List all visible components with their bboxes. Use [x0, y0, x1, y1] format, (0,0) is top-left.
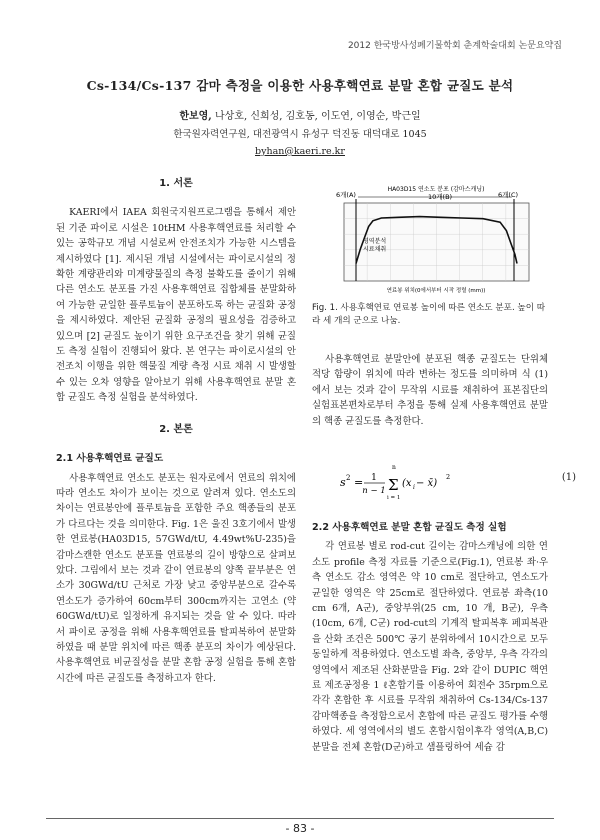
page-number: - 83 - — [285, 822, 315, 835]
eq-lhs: s — [340, 476, 346, 489]
label-group-c: 6개(C) — [498, 191, 519, 199]
eq-term: (x — [402, 478, 412, 489]
right-column-lower — [312, 514, 548, 755]
equation-number: (1) — [561, 472, 576, 483]
figure-1-caption: Fig. 1. 사용후핵연료 연료봉 높이에 따른 연소도 분포. 높이 따라 세 개의 군으로 나눔. — [312, 303, 546, 326]
author-email: byhan@kaeri.re.kr — [255, 146, 345, 157]
subsection-heading-2-1: 2.1 사용후핵연료 균질도 — [56, 453, 164, 465]
eq-minus-xbar: − x̄) — [416, 478, 438, 489]
introduction-paragraph: KAERI에서 IAEA 회원국지원프로그램을 통해서 제안된 기준 파이로 시설은 10tHM 사용후핵연료를 처리할 수 있는 공학규모 개념 시설로써 안전조치가 가능한 시스템을 제시하였다 [1]. 제시된 개념 시설에서는 파이로시설의 정확한 계량관리와 미계량물질의 측정 불확도를 줄이기 위해 다른 연소도 분포를 가진 사용후핵연료 집합체를 분말화하여 가능한 균일한 플루토늄이 분포하도록 하는 균질화 공정을 제시하였다. 제안된 균질화 공정의 필요성을 검증하고 있으며 [2] 균질도 높이기 위한 요구조건을 찾기 위해 균질도 측정 실험이 진행되어 왔다. 본 연구는 파이로시설의 안전조치 이행을 위한 핵물질 계량 측정 시료 채취 시 발생할 수 있는 오차 영향을 알아보기 위해 사용후핵연료 분말 혼합 균질도 측정 실험을 분석하였다. — [56, 207, 296, 404]
annotation-line-2: 시료채취 — [363, 246, 387, 253]
x-axis-label: 연료봉 위치(0에서부터 시작 정렬 (mm)) — [386, 288, 486, 294]
eq-equals: = — [354, 476, 364, 489]
figure-title: HA03D15 연소도 분포 (감마스캐닝) — [387, 186, 485, 193]
eq-sum-top: n — [392, 464, 396, 471]
equation-1 — [312, 460, 548, 502]
annotation-line-1: 영역분석 — [363, 238, 387, 245]
lead-author: 한보영, — [179, 111, 212, 122]
eq-sum-bottom: i = 1 — [387, 495, 401, 501]
section-heading-introduction: 1. 서론 — [159, 178, 193, 189]
eq-sigma: Σ — [388, 476, 399, 494]
right-column-upper — [312, 352, 548, 429]
author-list — [0, 107, 600, 122]
equation-svg — [312, 460, 548, 502]
subsection-2-1-paragraph: 사용후핵연료 연소도 분포는 원자로에서 연료의 위치에 따라 연소도 차이가 보이는 것으로 알려져 있다. 연소도의 차이는 연료봉안에 플루토늄을 포함한 주요 핵종들의 분포가 다르다는 것을 의미한다. Fig. 1은 울진 3호기에서 발생한 연료봉(HA03D15, 57GWd/tU, 4.49wt%U-235)을 감마스캔한 연소도 분포를 연료봉의 길이 방향으로 살펴보았다. 그림에서 보는 것과 같이 연료봉의 양쪽 끝부분은 연소가 30GWd/tU 근처로 가장 낮고 중앙부분으로 갈수록 연소도가 증가하여 60cm부터 300cm까지는 고연소 (약 60GWd/tU)로 일정하게 유지되는 것을 알 수 있다. 따라서 파이로 공정을 위해 사용후핵연료를 탈피복하여 분말화 하였을 때 분말 위치에 따른 핵종 분포의 차이가 예상된다. 사용후핵연료 비균질성을 분말 혼합 공정 실험을 통해 혼합시간에 따른 균질도를 측정하고자 한다. — [56, 472, 296, 684]
homogeneity-paragraph: 사용후핵연료 분말안에 분포된 핵종 균질도는 단위체적당 함량이 위치에 따라 변하는 정도를 의미하며 식 (1)에서 보는 것과 같이 무작위 시료를 채취하여 표본집단의 실험표본편차로부터 추정을 통해 실제 사용후핵연료 분말의 핵종 균질도를 측정한다. — [312, 354, 548, 427]
eq-frac-den: n − 1 — [362, 486, 386, 496]
co-authors: 나상호, 신희성, 김호동, 이도연, 이영순, 박근일 — [211, 111, 421, 122]
burnup-chart — [318, 183, 544, 296]
label-group-b: 10개(B) — [428, 193, 453, 201]
left-column — [56, 170, 296, 686]
eq-frac-num: 1 — [371, 473, 377, 483]
footer-divider — [46, 818, 554, 819]
paper-title: Cs-134/Cs-137 감마 측정을 이용한 사용후핵연료 분말 혼합 균질도 분석 — [86, 78, 514, 93]
eq-term-exp: 2 — [446, 473, 451, 481]
section-heading-body: 2. 본론 — [159, 423, 193, 435]
figure-1 — [318, 183, 544, 296]
eq-lhs-exp: 2 — [346, 474, 351, 482]
label-group-a: 6개(A) — [336, 191, 356, 199]
affiliation: 한국원자력연구원, 대전광역시 유성구 덕진동 대덕대로 1045 — [173, 129, 427, 140]
header-note: 2012 한국방사성폐기물학회 춘계학술대회 논문요약집 — [347, 41, 562, 51]
subsection-heading-2-2: 2.2 사용후핵연료 분말 혼합 균질도 측정 실험 — [312, 522, 507, 533]
eq-sub-i: i — [413, 484, 415, 491]
subsection-2-2-paragraph: 각 연료봉 별로 rod-cut 길이는 감마스캐닝에 의한 연소도 profile 측정 자료를 기준으로(Fig.1), 연료봉 좌·우측 연소도 감소 영역은 약 10 cm로 절단하고, 연소도가 균일한 영역은 약 25cm로 절단하였다. 연료봉 좌측(10 cm 6개, A군), 중앙부위(25 cm, 10 개, B군), 우측 (10cm, 6개, C군) rod-cut의 기계적 탈피복후 페피복관을 산화 조건은 500℃ 공기 분위하에서 10시간으로 모두 동일하게 적용하였다. 연소도별 좌측, 중앙부, 우측 각각의 영역에서 제조된 산화분말을 Fig. 2와 같이 DUPIC 핵연료 제조공정용 1 ℓ혼합기를 이용하여 회전수 35rpm으로 각각 혼합한 후 시료를 무작위 채취하여 Cs-134/Cs-137 감마핵종을 측정함으로서 혼합에 따른 균질도 평가를 수행하였다. 세 영역에서의 별도 혼합시험이후각 영역(A,B,C) 분말을 전체 혼합(D군)하고 샘플링하여 세슘 감 — [312, 541, 548, 753]
